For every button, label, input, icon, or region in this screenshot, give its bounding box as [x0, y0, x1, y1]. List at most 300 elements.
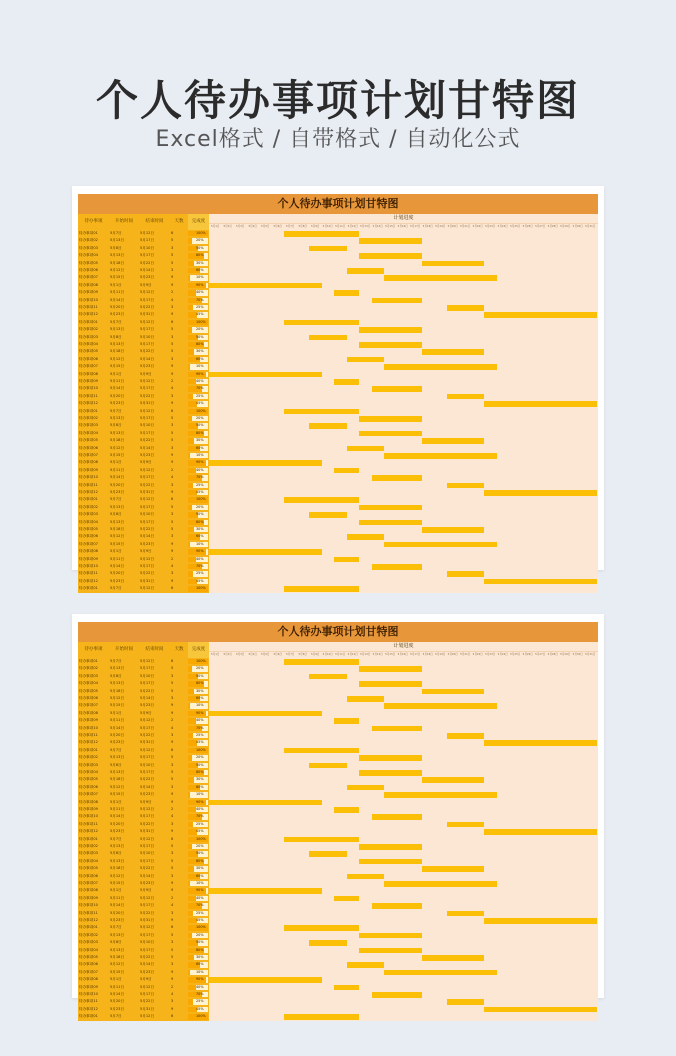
day-count: 3 — [171, 423, 174, 428]
completion-cell — [188, 896, 208, 901]
completion-text: 25% — [196, 999, 204, 1004]
end-date: 5月17日 — [140, 297, 155, 302]
end-date: 5月31日 — [140, 1006, 155, 1011]
end-date: 5月10日 — [140, 245, 155, 250]
day-count: 4 — [171, 475, 174, 480]
column-header: 待办事项 — [84, 219, 103, 224]
table-row[interactable] — [78, 947, 209, 954]
end-date: 5月12日 — [140, 718, 155, 723]
day-count: 5 — [171, 238, 174, 243]
table-row[interactable] — [78, 519, 209, 526]
day-count: 3 — [171, 534, 174, 539]
completion-cell — [188, 349, 208, 354]
task-name: 待办事项11 — [79, 482, 98, 487]
day-count: 5 — [171, 504, 174, 509]
completion-text: 80% — [196, 858, 204, 863]
completion-text: 25% — [196, 821, 204, 826]
task-name: 待办事项08 — [79, 977, 98, 982]
end-date: 5月23日 — [140, 275, 155, 280]
task-name: 待办事项06 — [79, 962, 98, 967]
table-row[interactable] — [78, 556, 209, 563]
table-row[interactable] — [78, 865, 209, 872]
date-label: 5月28日 — [547, 653, 558, 656]
table-row[interactable] — [78, 297, 209, 304]
completion-bar — [188, 718, 196, 723]
day-count: 5 — [171, 770, 174, 774]
date-label: 5月22日 — [472, 653, 483, 656]
start-date: 5月15日 — [110, 881, 125, 885]
table-row[interactable] — [78, 769, 209, 776]
completion-cell — [188, 755, 208, 760]
task-name: 待办事项06 — [79, 873, 98, 878]
date-label: 5月14日 — [372, 653, 383, 656]
start-date: 5月23日 — [110, 312, 125, 317]
day-count: 4 — [171, 903, 174, 908]
table-row[interactable] — [78, 680, 209, 687]
task-name: 待办事项07 — [79, 792, 98, 797]
table-row[interactable] — [78, 430, 209, 437]
day-count: 5 — [171, 858, 174, 863]
completion-bar — [188, 468, 196, 473]
table-row[interactable] — [78, 548, 209, 555]
end-date: 5月12日 — [140, 379, 155, 383]
table-row[interactable] — [78, 304, 209, 311]
table-row[interactable] — [78, 356, 209, 363]
start-date: 5月1日 — [110, 549, 122, 554]
completion-text: 10% — [196, 364, 204, 369]
start-date: 5月8日 — [110, 245, 122, 250]
start-date: 5月12日 — [110, 445, 125, 450]
start-date: 5月23日 — [110, 1006, 125, 1011]
task-name: 待办事项09 — [79, 895, 98, 900]
gantt-bar — [347, 962, 385, 968]
table-row[interactable] — [78, 274, 209, 281]
table-row[interactable] — [78, 858, 209, 865]
table-row[interactable] — [78, 806, 209, 813]
start-date: 5月1日 — [110, 710, 122, 715]
completion-cell — [188, 290, 208, 295]
table-row[interactable] — [78, 252, 209, 259]
day-count: 4 — [171, 992, 174, 996]
table-row[interactable] — [78, 917, 209, 924]
date-label: 5月6日 — [273, 225, 282, 228]
completion-text: 90% — [196, 460, 204, 465]
sheet-title: 个人待办事项计划甘特图 — [78, 194, 598, 214]
day-count: 5 — [171, 438, 174, 443]
table-row[interactable] — [78, 969, 209, 976]
completion-bar — [188, 822, 193, 827]
table-row[interactable] — [78, 665, 209, 672]
end-date: 5月12日 — [140, 659, 155, 663]
table-row[interactable] — [78, 445, 209, 452]
date-header — [209, 651, 598, 658]
table-row[interactable] — [78, 334, 209, 341]
day-count: 3 — [171, 268, 174, 272]
table-row[interactable] — [78, 924, 209, 931]
table-row[interactable] — [78, 393, 209, 400]
start-date: 5月1日 — [110, 799, 122, 804]
start-date: 5月15日 — [110, 969, 125, 974]
task-name: 待办事项01 — [79, 497, 98, 502]
date-label: 5月2日 — [223, 653, 232, 656]
completion-text: 70% — [196, 814, 204, 819]
end-date: 5月12日 — [140, 231, 155, 235]
table-row[interactable] — [78, 702, 209, 709]
start-date: 5月8日 — [110, 334, 122, 339]
day-count: 2 — [171, 718, 174, 723]
table-row[interactable] — [78, 489, 209, 496]
task-name: 待办事项03 — [79, 423, 98, 428]
completion-text: 45% — [196, 740, 204, 745]
table-row[interactable] — [78, 341, 209, 348]
completion-bar — [188, 955, 194, 960]
completion-bar — [188, 733, 193, 738]
date-label: 5月7日 — [286, 225, 295, 228]
task-name: 待办事项03 — [79, 940, 98, 945]
start-date: 5月12日 — [110, 696, 125, 700]
day-count: 5 — [171, 349, 174, 354]
end-date: 5月17日 — [140, 564, 155, 568]
table-row[interactable] — [78, 754, 209, 761]
task-name: 待办事项11 — [79, 571, 98, 576]
end-date: 5月17日 — [140, 858, 155, 863]
task-name: 待办事项09 — [79, 379, 98, 383]
table-row[interactable] — [78, 422, 209, 429]
completion-cell — [188, 933, 208, 938]
completion-cell — [188, 666, 208, 671]
table-row[interactable] — [78, 695, 209, 702]
table-row[interactable] — [78, 791, 209, 798]
completion-text: 90% — [196, 888, 204, 893]
table-row[interactable] — [78, 932, 209, 939]
day-count: 9 — [171, 888, 174, 893]
table-row[interactable] — [78, 385, 209, 392]
end-date: 5月17日 — [140, 342, 155, 346]
day-count: 6 — [171, 586, 174, 591]
task-name: 待办事项11 — [79, 999, 98, 1004]
completion-text: 100% — [196, 1014, 206, 1019]
table-row[interactable] — [78, 363, 209, 370]
table-row[interactable] — [78, 400, 209, 407]
completion-bar — [188, 777, 194, 782]
end-date: 5月14日 — [140, 534, 155, 539]
end-date: 5月12日 — [140, 925, 155, 930]
date-label: 5月8日 — [298, 225, 307, 228]
table-row[interactable] — [78, 939, 209, 946]
table-row[interactable] — [78, 725, 209, 732]
table-row[interactable] — [78, 813, 209, 820]
date-label: 5月17日 — [410, 653, 421, 656]
day-count: 3 — [171, 821, 174, 826]
end-date: 5月17日 — [140, 416, 155, 420]
table-row[interactable] — [78, 732, 209, 739]
completion-cell — [188, 453, 208, 458]
gantt-bar — [209, 888, 322, 894]
table-row[interactable] — [78, 850, 209, 857]
date-label: 5月14日 — [372, 225, 383, 228]
table-row[interactable] — [78, 578, 209, 585]
completion-bar — [188, 703, 190, 708]
table-row[interactable] — [78, 976, 209, 983]
day-count: 9 — [171, 401, 174, 406]
completion-cell — [188, 940, 208, 945]
completion-cell — [188, 748, 208, 753]
table-row[interactable] — [78, 467, 209, 474]
table-row[interactable] — [78, 895, 209, 902]
end-date: 5月17日 — [140, 755, 155, 760]
task-name: 待办事项01 — [79, 586, 98, 591]
day-count: 9 — [171, 453, 174, 457]
completion-cell — [188, 851, 208, 856]
task-name: 待办事项05 — [79, 349, 98, 354]
gantt-bar — [284, 925, 359, 931]
table-row[interactable] — [78, 739, 209, 746]
day-count: 9 — [171, 710, 174, 715]
table-row[interactable] — [78, 319, 209, 326]
completion-bar — [188, 275, 190, 280]
completion-bar — [188, 689, 194, 694]
table-row[interactable] — [78, 570, 209, 577]
table-row[interactable] — [78, 326, 209, 333]
task-name: 待办事项10 — [79, 725, 98, 730]
completion-text: 20% — [196, 932, 204, 937]
day-count: 9 — [171, 460, 174, 465]
table-row[interactable] — [78, 991, 209, 998]
table-row[interactable] — [78, 880, 209, 887]
task-name: 待办事项06 — [79, 445, 98, 450]
table-row[interactable] — [78, 673, 209, 680]
task-name: 待办事项01 — [79, 408, 98, 413]
completion-cell — [188, 586, 208, 591]
table-row[interactable] — [78, 954, 209, 961]
table-row[interactable] — [78, 267, 209, 274]
gantt-bar — [372, 814, 422, 820]
table-row[interactable] — [78, 902, 209, 909]
gantt-bar — [309, 335, 347, 341]
table-row[interactable] — [78, 961, 209, 968]
end-date: 5月17日 — [140, 253, 155, 258]
completion-text: 40% — [196, 718, 204, 723]
spreadsheet — [78, 622, 598, 1021]
end-date: 5月17日 — [140, 844, 155, 848]
table-row[interactable] — [78, 873, 209, 880]
table-row[interactable] — [78, 482, 209, 489]
day-count: 9 — [171, 881, 174, 885]
gantt-bar — [284, 409, 359, 415]
task-name: 待办事项04 — [79, 519, 98, 524]
completion-cell — [188, 925, 208, 930]
table-row[interactable] — [78, 887, 209, 894]
date-label: 5月24日 — [497, 653, 508, 656]
start-date: 5月11日 — [110, 556, 125, 561]
completion-text: 60% — [196, 696, 204, 700]
date-label: 5月21日 — [460, 653, 471, 656]
table-row[interactable] — [78, 230, 209, 237]
gantt-bar — [209, 711, 322, 717]
table-row[interactable] — [78, 452, 209, 459]
table-row[interactable] — [78, 415, 209, 422]
completion-text: 50% — [196, 423, 204, 428]
completion-cell — [188, 231, 208, 236]
gantt-chart — [209, 642, 598, 1021]
table-row[interactable] — [78, 688, 209, 695]
date-label: 5月20日 — [447, 225, 458, 228]
task-name: 待办事项09 — [79, 984, 98, 989]
task-name: 待办事项10 — [79, 992, 98, 996]
completion-text: 100% — [196, 586, 206, 591]
day-count: 4 — [171, 814, 174, 819]
completion-text: 70% — [196, 725, 204, 730]
task-name: 待办事项06 — [79, 784, 98, 789]
gantt-bar — [334, 985, 359, 991]
table-row[interactable] — [78, 533, 209, 540]
day-count: 6 — [171, 497, 174, 502]
completion-text: 100% — [196, 836, 206, 841]
start-date: 5月23日 — [110, 829, 125, 834]
table-row[interactable] — [78, 658, 209, 665]
start-date: 5月11日 — [110, 895, 125, 900]
task-name: 待办事项08 — [79, 282, 98, 287]
completion-text: 90% — [196, 977, 204, 982]
start-date: 5月7日 — [110, 925, 122, 930]
table-row[interactable] — [78, 260, 209, 267]
table-row[interactable] — [78, 348, 209, 355]
date-label: 5月30日 — [572, 225, 583, 228]
table-row[interactable] — [78, 1013, 209, 1020]
completion-cell — [188, 903, 208, 908]
table-row[interactable] — [78, 828, 209, 835]
day-count: 9 — [171, 1006, 174, 1011]
completion-bar — [188, 896, 196, 901]
completion-text: 100% — [196, 497, 206, 502]
table-row[interactable] — [78, 784, 209, 791]
completion-text: 30% — [196, 866, 204, 871]
table-row[interactable] — [78, 821, 209, 828]
completion-cell — [188, 911, 208, 916]
table-row[interactable] — [78, 245, 209, 252]
day-count: 6 — [171, 1014, 174, 1019]
table-row[interactable] — [78, 437, 209, 444]
table-row[interactable] — [78, 836, 209, 843]
table-row[interactable] — [78, 237, 209, 244]
start-date: 5月7日 — [110, 408, 122, 413]
table-row[interactable] — [78, 984, 209, 991]
completion-cell — [188, 438, 208, 443]
start-date: 5月14日 — [110, 564, 125, 568]
gantt-bar — [484, 490, 597, 496]
completion-text: 45% — [196, 401, 204, 406]
start-date: 5月12日 — [110, 962, 125, 967]
column-header: 天数 — [174, 219, 184, 224]
end-date: 5月10日 — [140, 762, 155, 767]
table-row[interactable] — [78, 496, 209, 503]
table-row[interactable] — [78, 378, 209, 385]
plan-header: 计划进度 — [209, 214, 598, 224]
table-row[interactable] — [78, 526, 209, 533]
end-date: 5月22日 — [140, 393, 155, 398]
date-label: 5月22日 — [472, 225, 483, 228]
gantt-bar — [359, 770, 422, 776]
task-name: 待办事项02 — [79, 504, 98, 509]
completion-text: 20% — [196, 666, 204, 671]
table-row[interactable] — [78, 1006, 209, 1013]
table-row[interactable] — [78, 459, 209, 466]
table-row[interactable] — [78, 776, 209, 783]
gantt-bar — [447, 999, 485, 1005]
gantt-bar — [359, 416, 422, 422]
gantt-bar — [347, 268, 385, 274]
table-row[interactable] — [78, 717, 209, 724]
table-row[interactable] — [78, 563, 209, 570]
table-row[interactable] — [78, 762, 209, 769]
table-row[interactable] — [78, 541, 209, 548]
gantt-bar — [372, 564, 422, 570]
date-label: 5月19日 — [435, 653, 446, 656]
end-date: 5月14日 — [140, 696, 155, 700]
date-label: 5月9日 — [311, 653, 320, 656]
day-count: 6 — [171, 925, 174, 930]
table-row[interactable] — [78, 371, 209, 378]
completion-bar — [188, 911, 193, 916]
end-date: 5月10日 — [140, 940, 155, 945]
table-row[interactable] — [78, 585, 209, 592]
table-row[interactable] — [78, 282, 209, 289]
completion-cell — [188, 659, 208, 664]
completion-text: 25% — [196, 910, 204, 915]
gantt-bar — [359, 238, 422, 244]
table-row[interactable] — [78, 474, 209, 481]
start-date: 5月20日 — [110, 571, 125, 576]
date-label: 5月5日 — [261, 653, 270, 656]
day-count: 4 — [171, 725, 174, 730]
completion-text: 100% — [196, 319, 206, 324]
completion-text: 40% — [196, 895, 204, 900]
table-row[interactable] — [78, 998, 209, 1005]
start-date: 5月11日 — [110, 290, 125, 295]
day-count: 3 — [171, 910, 174, 915]
day-count: 9 — [171, 282, 174, 287]
completion-cell — [188, 948, 208, 953]
completion-cell — [188, 571, 208, 576]
table-row[interactable] — [78, 408, 209, 415]
completion-text: 40% — [196, 290, 204, 295]
date-label: 5月7日 — [286, 653, 295, 656]
day-count: 2 — [171, 467, 174, 472]
start-date: 5月8日 — [110, 423, 122, 428]
table-row[interactable] — [78, 910, 209, 917]
table-row[interactable] — [78, 311, 209, 318]
day-count: 5 — [171, 688, 174, 693]
table-row[interactable] — [78, 747, 209, 754]
table-row[interactable] — [78, 843, 209, 850]
day-count: 6 — [171, 408, 174, 413]
table-row[interactable] — [78, 511, 209, 518]
table-row[interactable] — [78, 504, 209, 511]
completion-cell — [188, 364, 208, 369]
end-date: 5月22日 — [140, 527, 155, 531]
table-row[interactable] — [78, 799, 209, 806]
gantt-chart — [209, 214, 598, 593]
completion-cell — [188, 777, 208, 782]
start-date: 5月15日 — [110, 275, 125, 280]
task-table — [78, 214, 209, 593]
table-row[interactable] — [78, 289, 209, 296]
completion-text: 30% — [196, 527, 204, 531]
table-row[interactable] — [78, 710, 209, 717]
day-count: 3 — [171, 482, 174, 487]
gantt-bar — [359, 520, 422, 526]
completion-bar — [188, 933, 192, 938]
